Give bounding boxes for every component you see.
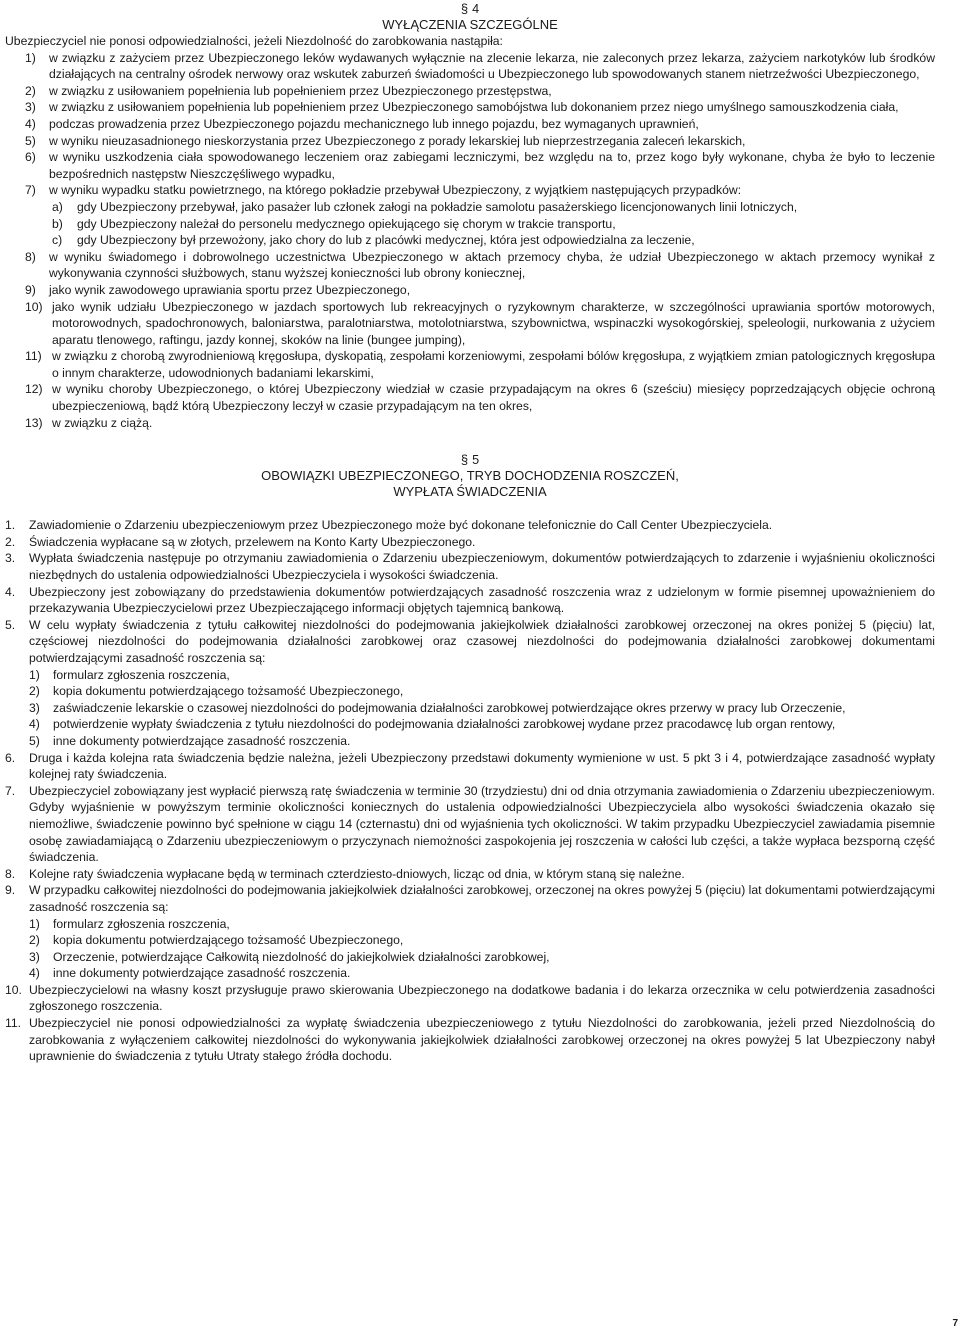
list-item: 10) jako wynik udziału Ubezpieczonego w jazdach sportowych lub rekreacyjnych o ryzykownym charakterze, w szczególności uprawiania sportów motorowych, motorowodnych, spadochronowych, baloniarstwa, paralotniarstwa, motolotniarstwa, szybownictwa, wspinaczki wysokogórskiej, speleologii, nurkowania z użyciem aparatu tlenowego, raftingu, jazdy konnej, skoków na linie (bungee jumping), bbox=[25, 299, 935, 347]
list-item: 12) w wyniku choroby Ubezpieczonego, o której Ubezpieczony wiedział w czasie przypadającym na okres 6 (sześciu) miesięcy poprzedzających objęcie ochroną ubezpieczeniową, bądź którą Ubezpieczony leczył w czasie przypadającym na ten okres, bbox=[25, 382, 935, 414]
list-item: 11. Ubezpieczyciel nie ponosi odpowiedzialności za wypłatę świadczenia ubezpieczeniowego z tytułu Niezdolności do zarobkowania, jeżeli przed Niezdolnością do zarobkowania z wyłączeniem całkowitej niezdolności do wykonywania jakiejkolwiek działalności zarobkowej orzeczonej na okres powyżej 5 lat Ubezpieczony nabył uprawnienie do świadczenia z tytułu Utraty stałego źródła dochodu. bbox=[5, 1016, 935, 1064]
document-page bbox=[5, 0, 935, 1065]
sub-list-item: 3) Orzeczenie, potwierdzające Całkowitą niezdolność do jakiejkolwiek działalności zarobkowej, bbox=[29, 949, 550, 964]
section-5-title-line-2: WYPŁATA ŚWIADCZENIA bbox=[393, 484, 547, 500]
list-item: 8. Kolejne raty świadczenia wypłacane będą w terminach czterdziesto-dniowych, licząc od dnia, w którym staną się należne. bbox=[5, 866, 685, 881]
sub-list-item: 4) inne dokumenty potwierdzające zasadność roszczenia. bbox=[29, 966, 351, 981]
list-item: 8) w wyniku świadomego i dobrowolnego uczestnictwa Ubezpieczonego w aktach przemocy chyba, że udział Ubezpieczonego w aktach przemocy wynikał z wykonywania czynności służbowych, stanu wyższej konieczności lub obrony koniecznej, bbox=[25, 249, 935, 281]
sub-list-item: 4) potwierdzenie wypłaty świadczenia z tytułu niezdolności do podejmowania działalności zarobkowej wydane przez pracodawcę lub organ rentowy, bbox=[29, 717, 836, 732]
list-item: 9. W przypadku całkowitej niezdolności do podejmowania jakiejkolwiek działalności zarobkowej, orzeczonej na okres powyżej 5 (pięciu) lat dokumentami potwierdzającymi zasadność roszczenia są: bbox=[5, 883, 935, 914]
list-item: 5) w wyniku nieuzasadnionego nieskorzystania przez Ubezpieczonego z porady lekarskiej lub nieprzestrzegania zaleceń lekarskich, bbox=[25, 133, 746, 148]
list-item: 4) podczas prowadzenia przez Ubezpieczonego pojazdu mechanicznego lub innego pojazdu, bez wymaganych uprawnień, bbox=[25, 116, 699, 131]
list-item: 13) w związku z ciążą. bbox=[25, 415, 153, 430]
sub-list-item: 5) inne dokumenty potwierdzające zasadność roszczenia. bbox=[29, 733, 351, 748]
list-item: 4. Ubezpieczony jest zobowiązany do przedstawienia dokumentów potwierdzających zasadność roszczenia wraz z udzielonym w formie pisemnej upoważnieniem do przekazywania Ubezpieczycielowi przez Ubezpieczającego informacji objętych tajemnicą bankową. bbox=[5, 584, 935, 616]
section-4-heading bbox=[5, 0, 935, 33]
section-5-number: § 5 bbox=[460, 452, 480, 468]
list-item: 2. Świadczenia wypłacane są w złotych, przelewem na Konto Karty Ubezpieczonego. bbox=[5, 534, 476, 549]
sub-list-item: b) gdy Ubezpieczony należał do personelu medycznego opiekującego się chorym w trakcie transportu, bbox=[52, 216, 616, 231]
list-item: 10. Ubezpieczycielowi na własny koszt przysługuje prawo skierowania Ubezpieczonego na dodatkowe badania i do lekarza orzecznika w celu potwierdzenia zasadności zgłoszonego roszczenia. bbox=[5, 982, 935, 1014]
list-item: 11) w związku z chorobą zwyrodnieniową kręgosłupa, dyskopatią, zespołami korzeniowymi, zespołami bólów kręgosłupa, z wyjątkiem zmian patologicznych kręgosłupa o innym charakterze, udowodnionych badaniami lekarskimi, bbox=[25, 349, 935, 380]
section-5-heading bbox=[5, 451, 935, 500]
sub-list-item: 2) kopia dokumentu potwierdzającego tożsamość Ubezpieczonego, bbox=[29, 684, 404, 699]
list-item: 6. Druga i każda kolejna rata świadczenia będzie należna, jeżeli Ubezpieczony przedstawi dokumenty wymienione w ust. 5 pkt 3 i 4, potwierdzające zasadność wypłaty kolejnej raty świadczenia. bbox=[5, 750, 935, 782]
sub-list-item: 3) zaświadczenie lekarskie o czasowej niezdolności do podejmowania działalności zarobkowej potwierdzające okres przerwy w pracy lub Orzeczenie, bbox=[29, 700, 846, 715]
list-item: 6) w wyniku uszkodzenia ciała spowodowanego leczeniem oraz zabiegami leczniczymi, bez względu na to, przez kogo były wykonane, chyba że było to leczenie bezpośrednich następstw Nieszczęśliwego wypadku, bbox=[25, 150, 935, 181]
section-5-title-line-1: OBOWIĄZKI UBEZPIECZONEGO, TRYB DOCHODZENIA ROSZCZEŃ, bbox=[261, 468, 679, 484]
list-item: 7. Ubezpieczyciel zobowiązany jest wypłacić pierwszą ratę świadczenia w terminie 30 (trzydziestu) dni od dnia otrzymania zawiadomienia o Zdarzeniu ubezpieczeniowym. Gdyby wyjaśnienie w powyższym terminie okoliczności koniecznych do ustalenia odpowiedzialności Ubezpieczyciela albo wysokości świadczenia okazało się niemożliwe, świadczenie powinno być spełnione w ciągu 14 (czternastu) dni od wyjaśnienia tych okoliczności. W takim przypadku Ubezpieczyciel zawiadamia pisemnie osobę zawiadamiającą o Zdarzeniu ubezpieczeniowym o przyczynach niemożności zaspokojenia jej roszczenia w całości lub części, a także wypłaca bezsporną część świadczenia. bbox=[5, 783, 935, 865]
sub-list-item: c) gdy Ubezpieczony był przewożony, jako chory do lub z placówki medycznej, która jest odpowiedzialna za leczenie, bbox=[52, 233, 695, 248]
list-item: 3) w związku z usiłowaniem popełnienia lub popełnieniem przez Ubezpieczonego samobójstwa lub dokonaniem przez niego umyślnego samouszkodzenia ciała, bbox=[25, 100, 899, 115]
sub-list-item: a) gdy Ubezpieczony przebywał, jako pasażer lub członek załogi na pokładzie samolotu pasażerskiego licencjonowanych linii lotniczych, bbox=[52, 199, 798, 214]
section-4-number: § 4 bbox=[460, 1, 480, 16]
section-5-list bbox=[5, 517, 935, 1065]
list-item: 1) w związku z zażyciem przez Ubezpieczonego leków wydawanych wyłącznie na zlecenie lekarza, nie zaleconych przez lekarza, zażyciem narkotyków lub środków działających na centralny ośrodek nerwowy oraz wskutek zaburzeń świadomości u Ubezpieczonego lub spowodowanych stanem nietrzeźwości Ubezpieczonego, bbox=[25, 50, 935, 82]
list-item: 5. W celu wypłaty świadczenia z tytułu całkowitej niezdolności do podejmowania jakiejkolwiek działalności zarobkowej orzeczonej na okres poniżej 5 (pięciu) lat, częściowej niezdolności do podejmowania działalności zarobkowej oraz czasowej niezdolności do podejmowania działalności zarobkowej dokumentami potwierdzającymi zasadność roszczenia są: bbox=[5, 617, 935, 665]
list-item: 3. Wypłata świadczenia następuje po otrzymaniu zawiadomienia o Zdarzeniu ubezpieczeniowym, dokumentów potwierdzających to zdarzenie i wyjaśnieniu okoliczności niezbędnych do ustalenia odpowiedzialności Ubezpieczyciela i wysokości świadczenia. bbox=[5, 551, 935, 583]
sub-list-item: 1) formularz zgłoszenia roszczenia, bbox=[29, 916, 230, 931]
list-item: 9) jako wynik zawodowego uprawiania sportu przez Ubezpieczonego, bbox=[25, 282, 411, 297]
list-item: 7) w wyniku wypadku statku powietrznego, na którego pokładzie przebywał Ubezpieczony, z wyjątkiem następujących przypadków: bbox=[25, 183, 742, 198]
sub-list-item: 1) formularz zgłoszenia roszczenia, bbox=[29, 667, 230, 682]
page-number: 7 bbox=[952, 1318, 958, 1329]
sub-list-item: 2) kopia dokumentu potwierdzającego tożsamość Ubezpieczonego, bbox=[29, 933, 404, 948]
list-item: 2) w związku z usiłowaniem popełnienia lub popełnieniem przez Ubezpieczonego przestępstwa, bbox=[25, 83, 552, 98]
section-4-title: WYŁĄCZENIA SZCZEGÓLNE bbox=[382, 17, 558, 32]
section-4-intro: Ubezpieczyciel nie ponosi odpowiedzialności, jeżeli Niezdolność do zarobkowania nastąpiła: bbox=[5, 34, 503, 48]
section-4-list bbox=[5, 50, 935, 432]
list-item: 1. Zawiadomienie o Zdarzeniu ubezpieczeniowym przez Ubezpieczonego może być dokonane telefonicznie do Call Center Ubezpieczyciela. bbox=[5, 518, 773, 533]
